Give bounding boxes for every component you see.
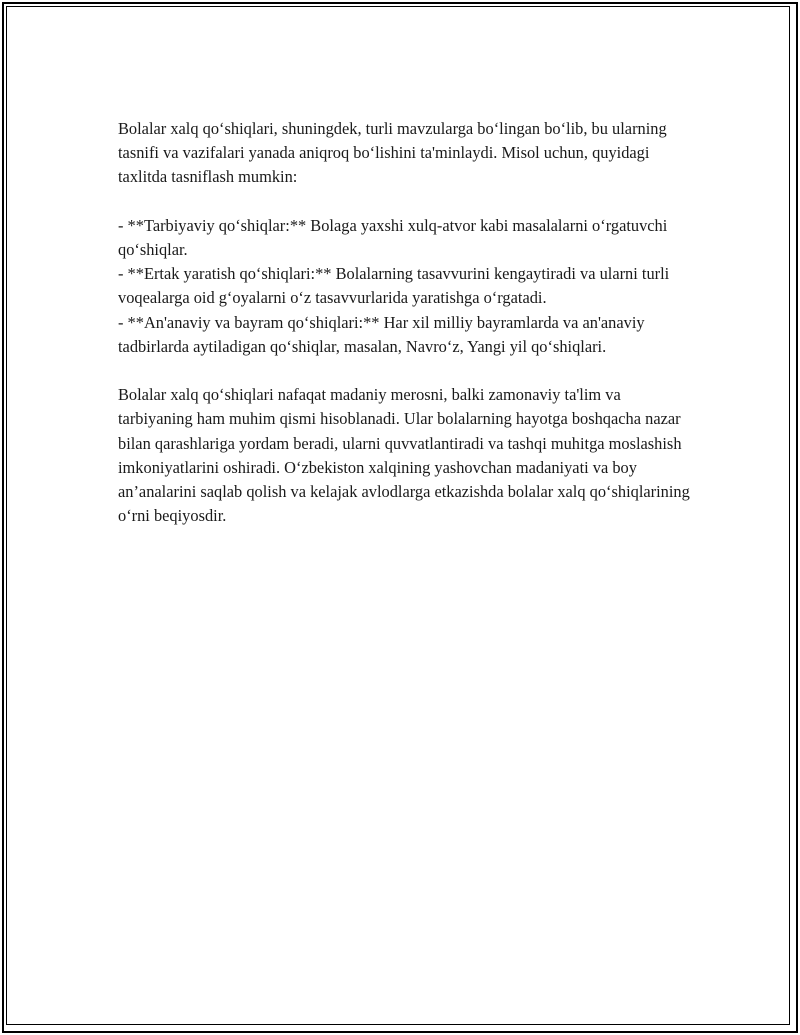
list-item-ananaviy: - **An'anaviy va bayram qo‘shiqlari:** Har xil milliy bayramlarda va an'anaviy tadbirlarda aytiladigan qo‘shiqlar, masalan, Navro‘z, Yangi yil qo‘shiqlari. [118,312,645,356]
conclusion-paragraph: Bolalar xalq qo‘shiqlari nafaqat madaniy merosni, balki zamonaviy ta'lim va tarbiyaning ham muhim qismi hisoblanadi. Ular bolalarning hayotga boshqacha nazar bilan qarashlariga yordam beradi, ularni quvvatlantiradi va tashqi muhitga moslashish imkoniyatlarini oshiradi. O‘zbekiston xalqining yashovchan madaniyati va boy an’analarini saqlab qolish va kelajak avlodlarga etkazishda bolalar xalq qo‘shiqlarining o‘rni beqiyosdir. [118,385,690,526]
document-body [118,117,693,553]
intro-paragraph: Bolalar xalq qo‘shiqlari, shuningdek, turli mavzularga bo‘lingan bo‘lib, bu ularning tasnifi va vazifalari yanada aniqroq bo‘lishini ta'minlaydi. Misol uchun, quyidagi taxlitda tasniflash mumkin: [118,119,667,187]
list-item-tarbiyaviy: - **Tarbiyaviy qo‘shiqlar:** Bolaga yaxshi xulq-atvor kabi masalalarni o‘rgatuvchi qo‘shiqlar. [118,215,668,259]
list-item-ertak: - **Ertak yaratish qo‘shiqlari:** Bolalarning tasavvurini kengaytiradi va ularni turli voqealarga oid g‘oyalarni o‘z tasavvurlarida yaratishga o‘rgatadi. [118,264,670,308]
classification-list [118,214,693,359]
